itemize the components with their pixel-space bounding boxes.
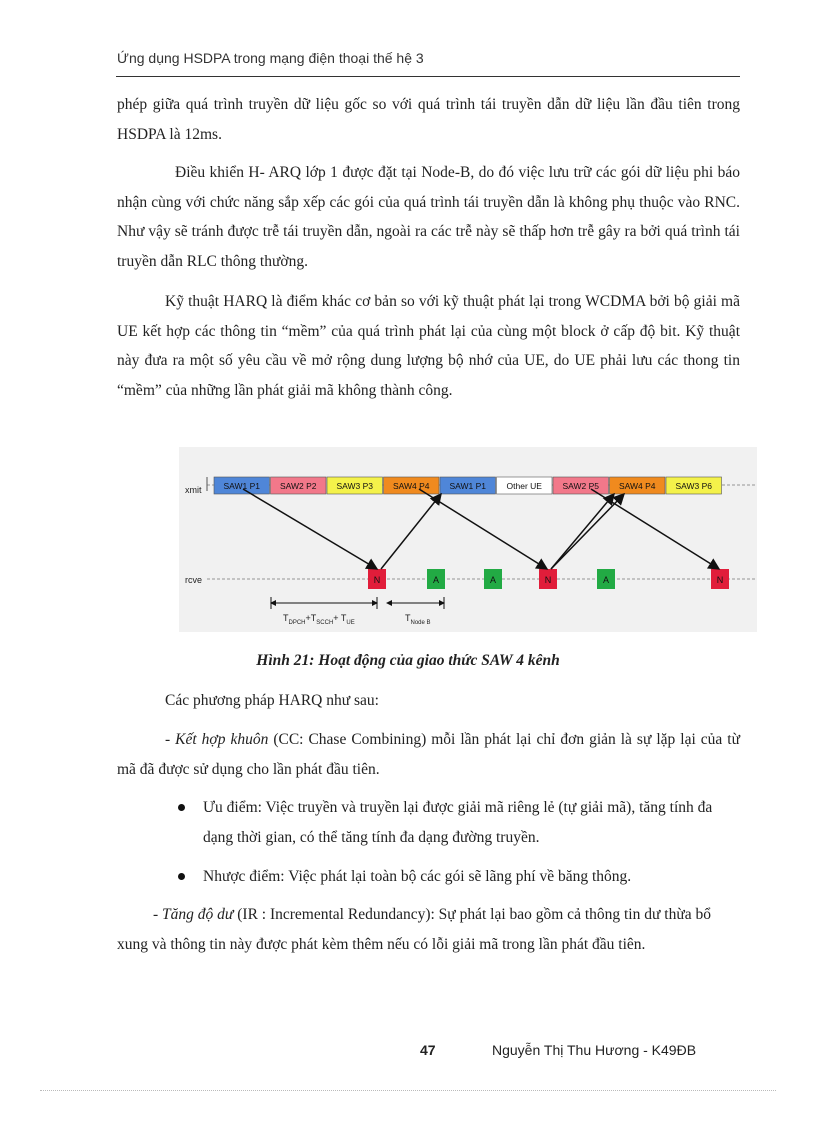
bullet-advantage: Ưu điểm: Việc truyền và truyền lại được giải mã riêng lẻ (tự giải mã), tăng tính đa dạng thời gian, có thể tăng tính đa dạng đường truyền.: [203, 799, 713, 846]
xmit-block-label: SAW2 P5: [562, 481, 600, 491]
chase-combining-paragraph: [117, 725, 740, 784]
arrow-saw2-to-n: [591, 489, 719, 569]
header-title: Ứng dụng HSDPA trong mạng điện thoại thế hệ 3: [117, 50, 424, 66]
nack-block: [711, 569, 729, 589]
bullet-disadvantage: Nhược điểm: Việc phát lại toàn bộ các gói sẽ lãng phí về băng thông.: [203, 868, 632, 885]
nack-block: [539, 569, 557, 589]
xmit-block: [497, 477, 553, 494]
ack-block-label: A: [489, 575, 497, 585]
xmit-block: [214, 477, 270, 494]
arrow-saw4-to-n: [419, 489, 547, 569]
xmit-block-label: SAW1 P1: [449, 481, 487, 491]
arrow-n-to-saw4: [381, 494, 441, 569]
rcve-label: rcve: [185, 575, 203, 585]
timing-left-label: $T_{DPCH}+T_{SCCH}+ T_{UE}$: [283, 613, 355, 626]
ir-term: Tăng độ dư: [162, 906, 234, 923]
cc-text: (CC: Chase Combining) mỗi lần phát lại chỉ đơn giản là sự lặp lại của từ mã đã được sử dụng cho lần phát đầu tiên.: [117, 731, 740, 778]
paragraph-3: Kỹ thuật HARQ là điểm khác cơ bản so với kỹ thuật phát lại trong WCDMA bởi bộ giải mã UE kết hợp các thông tin “mềm” của quá trình phát lại của cùng một block ở cấp độ bit. Kỹ thuật này đưa ra một số yêu cầu về mở rộng dung lượng bộ nhớ của UE, do UE phải lưu các thong tin “mềm” của những lần phát giải mã không thành công.: [117, 293, 740, 399]
xmit-block-label: SAW3 P3: [336, 481, 374, 491]
ack-block: [427, 569, 445, 589]
xmit-block: [553, 477, 609, 494]
arrow-n-to-saw4-b: [551, 494, 624, 569]
bullet-dot: [178, 873, 185, 880]
ir-text: (IR : Incremental Redundancy): Sự phát lại bao gồm cả thông tin dư thừa bổ xung và thông tin này được phát kèm thêm nếu có lỗi giải mã trong lần phát đầu tiên.: [117, 906, 711, 953]
header-rule: [116, 76, 740, 77]
xmit-block: [440, 477, 496, 494]
xmit-block-label: SAW4 P4: [618, 481, 656, 491]
arrow-n-to-saw2: [551, 494, 614, 569]
xmit-block: [271, 477, 327, 494]
cc-term: Kết hợp khuôn: [175, 731, 269, 748]
saw-protocol-figure: [179, 447, 757, 632]
paragraph-2: Điều khiển H- ARQ lớp 1 được đặt tại Node-B, do đó việc lưu trữ các gói dữ liệu phi báo nhận cùng với chức năng sắp xếp các gói của quá trình tái truyền dẫn là không phụ thuộc vào RNC. Như vậy sẽ tránh được trễ tái truyền dẫn, ngoài ra các trễ này sẽ thấp hơn trễ gây ra bởi quá trình tái truyền dẫn RLC thông thường.: [117, 164, 740, 270]
footer-rule: [40, 1090, 776, 1091]
ack-block-label: N: [716, 575, 724, 585]
xmit-label: xmit: [185, 485, 202, 495]
xmit-block: [610, 477, 666, 494]
ack-block-label: A: [602, 575, 610, 585]
incremental-redundancy-paragraph: [117, 900, 717, 959]
nack-block: [368, 569, 386, 589]
xmit-block: [384, 477, 440, 494]
ack-block: [484, 569, 502, 589]
xmit-block-label: SAW3 P6: [675, 481, 713, 491]
page-number: 47: [420, 1042, 436, 1058]
methods-intro: Các phương pháp HARQ như sau:: [165, 692, 379, 709]
footer-author: Nguyễn Thị Thu Hương - K49ĐB: [492, 1042, 697, 1058]
xmit-block-label: SAW1 P1: [223, 481, 261, 491]
saw-diagram: [179, 447, 757, 632]
xmit-block: [327, 477, 383, 494]
bullet-dot: [178, 804, 185, 811]
ack-block-label: N: [373, 575, 381, 585]
xmit-block-label: Other UE: [506, 481, 542, 491]
ir-dash: -: [153, 906, 163, 923]
ack-block-label: A: [432, 575, 440, 585]
cc-dash: -: [165, 731, 176, 748]
ack-block-label: N: [544, 575, 552, 585]
xmit-block-label: SAW2 P2: [279, 481, 317, 491]
ack-block: [597, 569, 615, 589]
timing-right-label: $T_{Node B}$: [405, 613, 431, 626]
figure-caption: Hình 21: Hoạt động của giao thức SAW 4 kênh: [256, 652, 560, 669]
xmit-block-label: SAW4 P4: [392, 481, 430, 491]
paragraph-1: phép giữa quá trình truyền dữ liệu gốc so với quá trình tái truyền dẫn dữ liệu lần đầu tiên trong HSDPA là 12ms.: [117, 96, 740, 143]
arrow-saw1-to-n: [243, 489, 377, 569]
xmit-block: [666, 477, 722, 494]
